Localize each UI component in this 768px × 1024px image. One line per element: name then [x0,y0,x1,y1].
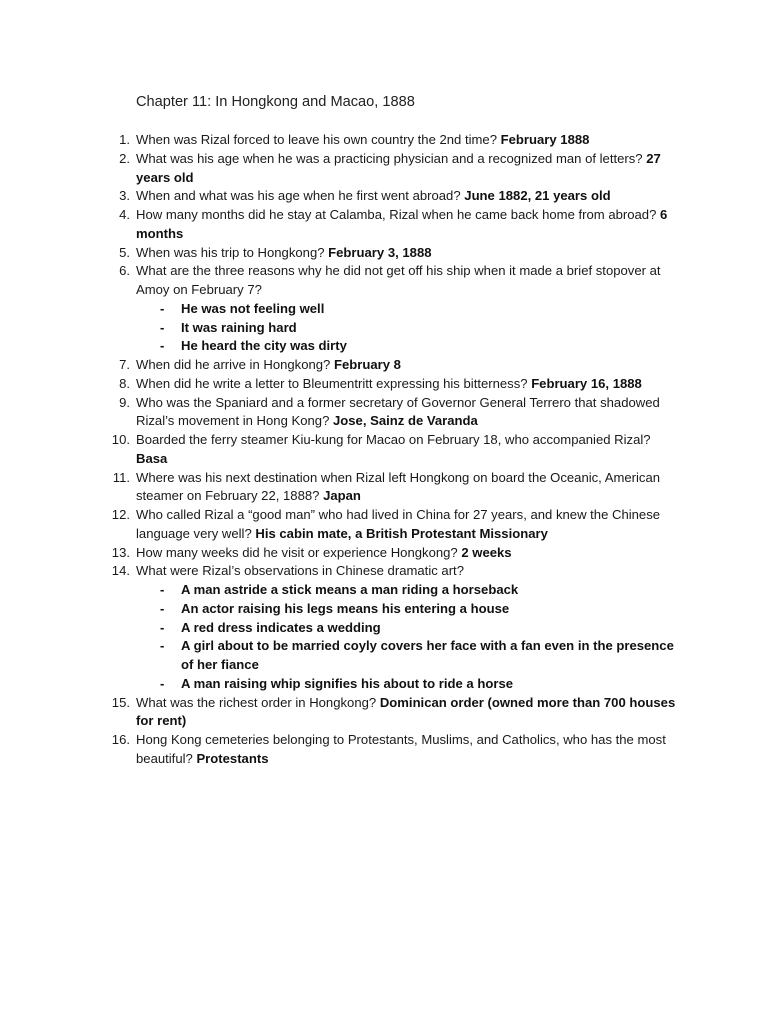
dash-bullet-icon: - [160,300,165,316]
question-number: 10. [111,432,130,447]
question-item [0,356,676,375]
answer-bullet-text: It was raining hard [181,319,297,335]
question-text: What was his age when he was a practicing physician and a recognized man of letters? [136,150,643,166]
question-text: How many weeks did he visit or experience Hongkong? [136,544,458,560]
question-number: 2. [119,150,130,166]
dash-bullet-icon: - [160,675,165,691]
answer-text: February 16, 1888 [531,375,642,391]
answer-text: 27 years old [136,150,661,185]
answer-text: 2 weeks [461,544,512,560]
page-title: Chapter 11: In Hongkong and Macao, 1888 [136,94,415,110]
answer-bullet-item [136,637,676,675]
question-number: 8. [119,375,130,391]
question-text: Who was the Spaniard and a former secretary of Governor General Terrero that shadowed Rizal’s movement in Hong Kong? [136,394,660,429]
question-number: 14. [111,563,130,579]
answer-bullet-text: A girl about to be married coyly covers her face with a fan even in the presence of her fiance [181,638,674,672]
answer-bullet-item [136,337,676,356]
question-item [0,544,676,563]
answer-bullet-item [136,619,676,638]
answer-bullet-text: A man astride a stick means a man riding a horseback [181,582,519,597]
answer-text: Japan [323,488,361,504]
question-number: 15. [111,694,130,710]
answer-bullet-list [136,581,676,694]
question-item [0,469,676,507]
answer-text: 6 months [136,207,668,241]
answer-text: Dominican order (owned more than 700 houses for rent) [136,694,676,729]
dash-bullet-icon: - [160,638,165,654]
dash-bullet-icon: - [160,600,165,616]
question-text: What are the three reasons why he did not get off his ship when it made a brief stopover at Amoy on February 7? [136,263,661,297]
answer-bullet-item [136,600,676,619]
question-item [0,262,676,356]
answer-text: Basa [136,450,168,466]
question-item [0,562,676,693]
question-number: 6. [119,263,130,279]
question-text: When and what was his age when he first went abroad? [136,188,461,204]
question-item [0,731,676,769]
dash-bullet-icon: - [160,319,165,335]
answer-bullet-text: He heard the city was dirty [181,338,347,354]
answer-bullet-item [136,319,676,338]
answer-bullet-item [136,675,676,694]
answer-text: His cabin mate, a British Protestant Missionary [255,525,548,541]
answer-bullet-item [136,581,676,600]
question-text: Who called Rizal a “good man” who had lived in China for 27 years, and knew the Chinese language very well? [136,507,661,541]
question-item [0,187,676,206]
answer-text: February 3, 1888 [328,244,432,260]
question-item [0,431,676,469]
question-number: 13. [111,544,130,560]
answer-text: Protestants [196,750,269,766]
question-number: 5. [119,244,130,260]
dash-bullet-icon: - [160,582,165,597]
answer-bullet-item [136,300,676,319]
question-item [0,131,676,150]
question-text: When did he write a letter to Bleumentritt expressing his bitterness? [136,375,528,391]
question-text: Hong Kong cemeteries belonging to Protestants, Muslims, and Catholics, who has the most beautiful? [136,732,666,766]
question-number: 9. [119,394,130,410]
dash-bullet-icon: - [160,619,165,635]
answer-bullet-text: He was not feeling well [181,300,325,316]
question-text: Where was his next destination when Rizal left Hongkong on board the Oceanic, American steamer on February 22, 1888? [136,469,661,504]
question-item [0,206,676,244]
question-item [0,506,676,544]
question-item [0,694,676,732]
question-number: 4. [119,207,130,222]
question-number: 12. [111,507,130,522]
answer-bullet-text: A man raising whip signifies his about to ride a horse [181,675,514,691]
question-item [0,244,676,263]
question-number: 1. [119,132,130,147]
answer-text: February 8 [333,357,401,372]
question-text: What was the richest order in Hongkong? [136,694,377,710]
question-item [0,150,676,188]
answer-bullet-list [136,300,676,356]
question-text: When did he arrive in Hongkong? [136,357,331,372]
question-number: 16. [111,732,130,747]
question-item [0,375,676,394]
question-text: How many months did he stay at Calamba, Rizal when he came back home from abroad? [136,207,657,222]
answer-text: Jose, Sainz de Varanda [333,413,478,429]
question-text: Boarded the ferry steamer Kiu-kung for Macao on February 18, who accompanied Rizal? [136,432,651,447]
question-number: 11. [112,469,130,485]
answer-bullet-text: An actor raising his legs means his entering a house [181,600,510,616]
question-text: When was Rizal forced to leave his own country the 2nd time? [136,132,497,147]
question-number: 3. [119,188,130,204]
question-list [0,131,768,769]
dash-bullet-icon: - [160,338,165,354]
question-text: What were Rizal’s observations in Chinese dramatic art? [136,563,464,579]
question-number: 7. [119,357,130,372]
answer-bullet-text: A red dress indicates a wedding [181,619,381,635]
question-item [0,394,676,432]
answer-text: June 1882, 21 years old [464,188,611,204]
answer-text: February 1888 [500,132,590,147]
question-text: When was his trip to Hongkong? [136,244,325,260]
